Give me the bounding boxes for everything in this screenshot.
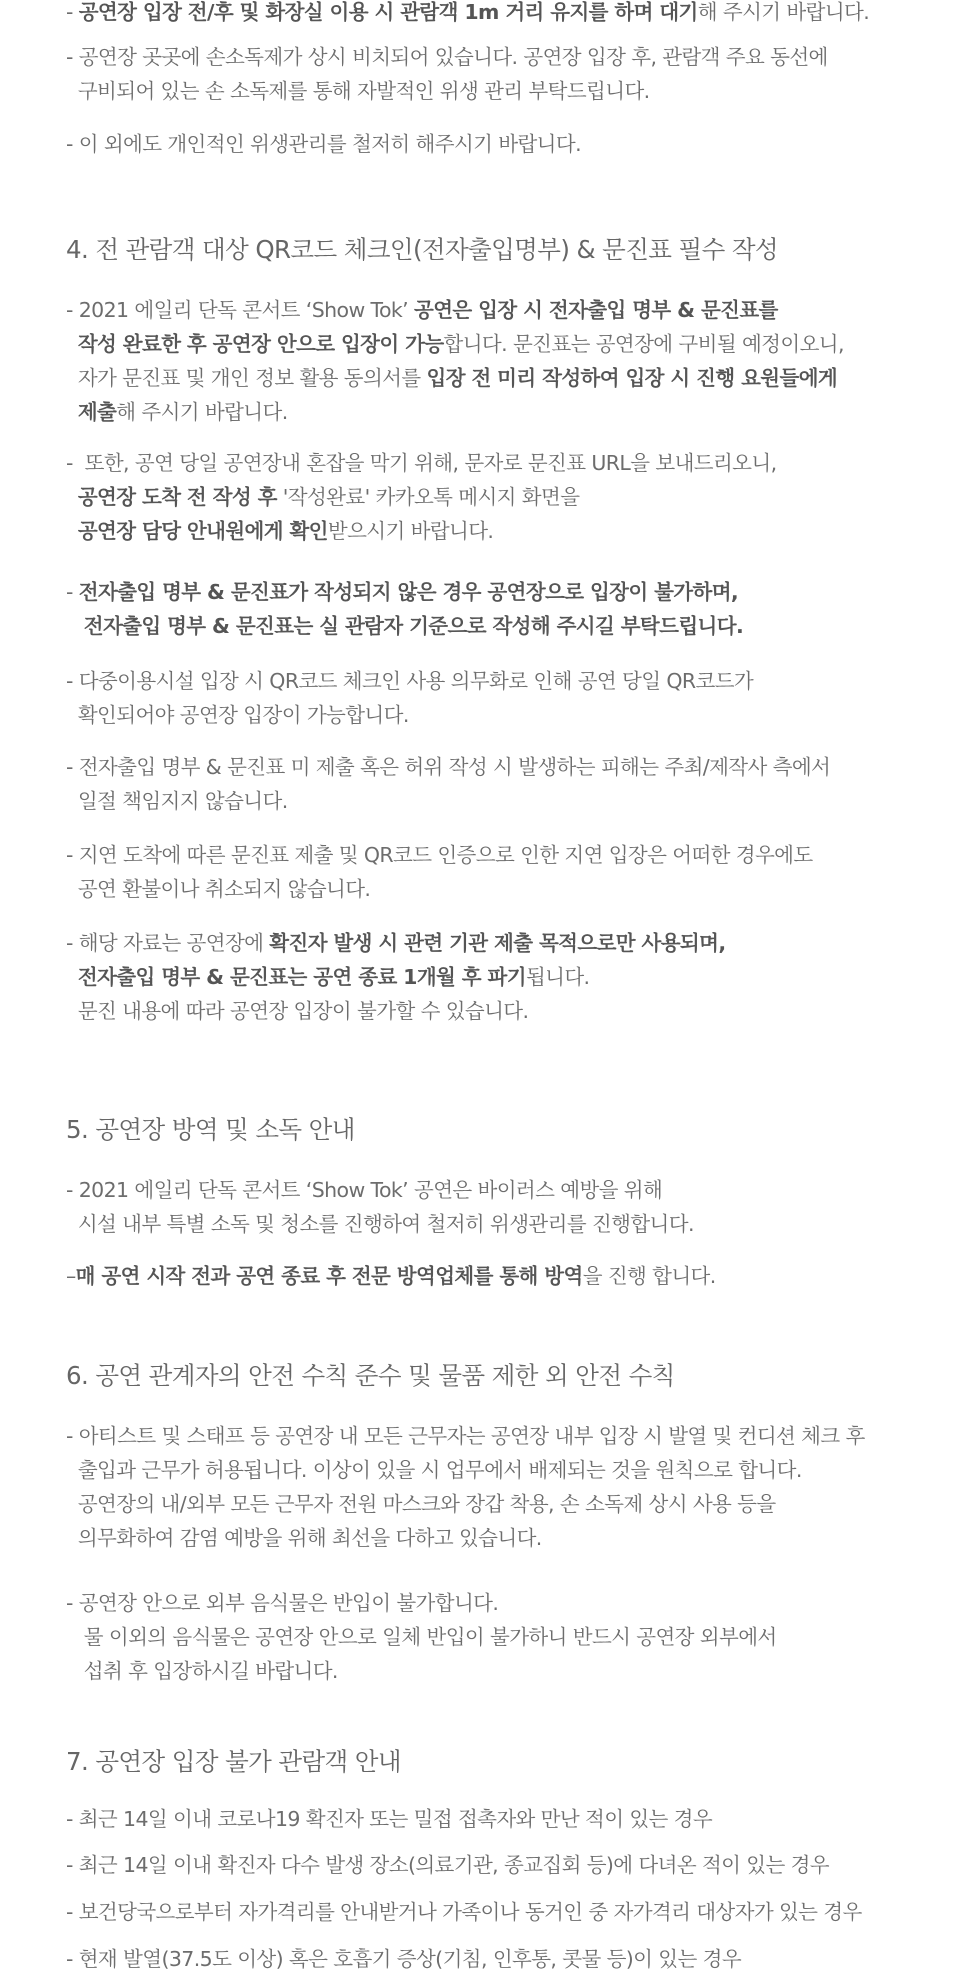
text-line	[66, 1942, 926, 1976]
text-segment: 공연장의 내/외부 모든 근무자 전원 마스크와 장갑 착용, 손 소독제 상시 사용 등을	[66, 1492, 776, 1516]
bold-text: 전자출입 명부 & 문진표가 작성되지 않은 경우 공연장으로 입장이 불가하며,	[78, 580, 739, 604]
bold-text: 입장 전 미리 작성하여 입장 시 진행 요원들에게	[426, 366, 838, 390]
text-segment: - 최근 14일 이내 코로나19 확진자 또는 밀접 접촉자와 만난 적이 있는 경우	[66, 1807, 713, 1831]
text-segment: - 다중이용시설 입장 시 QR코드 체크인 사용 의무화로 인해 공연 당일 QR코드가	[66, 669, 754, 693]
text-line	[66, 609, 926, 643]
text-segment: 시설 내부 특별 소독 및 청소를 진행하여 철저히 위생관리를 진행합니다.	[66, 1212, 694, 1236]
text-line	[66, 750, 926, 784]
text-segment	[66, 614, 84, 638]
section-6-item-2	[66, 1586, 926, 1688]
text-segment: 됩니다.	[525, 965, 590, 989]
text-line	[66, 74, 926, 108]
intro-item-1	[66, 0, 926, 29]
text-line	[66, 784, 926, 818]
section-4-item-5	[66, 750, 926, 818]
section-5-item-2	[66, 1259, 926, 1293]
text-segment: 합니다. 문진표는 공연장에 구비될 예정이오니,	[443, 332, 844, 356]
text-line	[66, 1586, 926, 1620]
bold-text: 제출	[77, 400, 117, 424]
text-line	[66, 1453, 926, 1487]
text-segment: - 보건당국으로부터 자가격리를 안내받거나 가족이나 동거인 중 자가격리 대상자가 있는 경우	[66, 1900, 862, 1924]
text-line	[66, 1419, 926, 1453]
text-segment: 해 주시기 바랍니다.	[697, 0, 870, 24]
text-line	[66, 698, 926, 732]
text-line	[66, 40, 926, 74]
text-segment: 자가 문진표 및 개인 정보 활용 동의서를	[66, 366, 427, 390]
text-line	[66, 127, 926, 161]
text-segment: 받으시기 바랍니다.	[327, 519, 494, 543]
text-line	[66, 1654, 926, 1688]
text-segment: - 2021 에일리 단독 콘서트 ‘Show Tok’	[66, 298, 415, 322]
text-line	[66, 1848, 926, 1882]
text-line	[66, 926, 926, 960]
bold-text: 전자출입 명부 & 문진표는 실 관람자 기준으로 작성해 주시길 부탁드립니다.	[83, 614, 744, 638]
text-segment: 의무화하여 감염 예방을 위해 최선을 다하고 있습니다.	[66, 1526, 542, 1550]
text-segment: -	[66, 0, 79, 24]
text-line	[66, 480, 926, 514]
text-segment	[66, 400, 78, 424]
text-segment: 섭취 후 입장하시길 바랍니다.	[66, 1659, 338, 1683]
text-line	[66, 514, 926, 548]
section-4-item-1	[66, 293, 926, 429]
text-segment: - 아티스트 및 스태프 등 공연장 내 모든 근무자는 공연장 내부 입장 시 발열 및 컨디션 체크 후	[66, 1424, 865, 1448]
text-line	[66, 960, 926, 994]
text-segment: –	[66, 1264, 76, 1288]
text-segment: 해 주시기 바랍니다.	[116, 400, 288, 424]
text-line	[66, 994, 926, 1028]
text-line	[66, 575, 926, 609]
section-4-item-6	[66, 838, 926, 906]
text-line	[66, 446, 926, 480]
section-7-item-1	[66, 1802, 926, 1836]
section-4-item-7	[66, 926, 926, 1028]
bold-text: 작성 완료한 후 공연장 안으로 입장이 가능	[77, 332, 444, 356]
section-6-title: 6. 공연 관계자의 안전 수칙 준수 및 물품 제한 외 안전 수칙	[66, 1361, 675, 1390]
text-line	[66, 1487, 926, 1521]
text-segment: - 2021 에일리 단독 콘서트 ‘Show Tok’ 공연은 바이러스 예방을 위해	[66, 1178, 663, 1202]
text-segment	[66, 332, 78, 356]
text-segment: - 또한, 공연 당일 공연장내 혼잡을 막기 위해, 문자로 문진표 URL을 보내드리오니,	[66, 451, 777, 475]
text-segment: - 공연장 곳곳에 손소독제가 상시 비치되어 있습니다. 공연장 입장 후, 관람객 주요 동선에	[66, 45, 828, 69]
bold-text: 공연장 도착 전 작성 후	[77, 485, 277, 509]
text-segment: 확인되어야 공연장 입장이 가능합니다.	[66, 703, 409, 727]
text-line	[66, 838, 926, 872]
text-segment	[66, 519, 78, 543]
bold-text: 공연장 담당 안내원에게 확인	[77, 519, 328, 543]
text-line	[66, 0, 926, 29]
text-segment: - 이 외에도 개인적인 위생관리를 철저히 해주시기 바랍니다.	[66, 132, 581, 156]
section-5-item-1	[66, 1173, 926, 1241]
text-segment: -	[66, 580, 79, 604]
text-line	[66, 1259, 926, 1293]
intro-item-2	[66, 40, 926, 108]
text-segment	[66, 485, 78, 509]
text-line	[66, 1620, 926, 1654]
intro-item-3	[66, 127, 926, 161]
text-segment: - 해당 자료는 공연장에	[66, 931, 270, 955]
section-7-item-4	[66, 1942, 926, 1976]
text-segment: 일절 책임지지 않습니다.	[66, 789, 288, 813]
section-4-title: 4. 전 관람객 대상 QR코드 체크인(전자출입명부) & 문진표 필수 작성	[66, 235, 779, 264]
section-6-item-1	[66, 1419, 926, 1555]
section-7-title: 7. 공연장 입장 불가 관람객 안내	[66, 1747, 401, 1776]
text-line	[66, 293, 926, 327]
text-line	[66, 872, 926, 906]
text-segment: 구비되어 있는 손 소독제를 통해 자발적인 위생 관리 부탁드립니다.	[66, 79, 650, 103]
text-line	[66, 327, 926, 361]
bold-text: 공연장 입장 전/후 및 화장실 이용 시 관람객 1m 거리 유지를 하며 대기	[78, 0, 698, 24]
text-line	[66, 395, 926, 429]
text-segment: '작성완료' 카카오톡 메시지 화면을	[276, 485, 580, 509]
section-4-item-2	[66, 446, 926, 548]
text-segment: - 현재 발열(37.5도 이상) 혹은 호흡기 증상(기침, 인후통, 콧물 등)이 있는 경우	[66, 1947, 742, 1971]
text-segment: 문진 내용에 따라 공연장 입장이 불가할 수 있습니다.	[66, 999, 529, 1023]
section-4-item-4	[66, 664, 926, 732]
text-segment: 공연 환불이나 취소되지 않습니다.	[66, 877, 371, 901]
text-segment: - 지연 도착에 따른 문진표 제출 및 QR코드 인증으로 인한 지연 입장은 어떠한 경우에도	[66, 843, 813, 867]
bold-text: 매 공연 시작 전과 공연 종료 후 전문 방역업체를 통해 방역	[75, 1264, 583, 1288]
text-segment	[66, 965, 78, 989]
text-segment: - 전자출입 명부 & 문진표 미 제출 혹은 허위 작성 시 발생하는 피해는 주최/제작사 측에서	[66, 755, 831, 779]
section-5-title: 5. 공연장 방역 및 소독 안내	[66, 1115, 355, 1144]
text-segment: 을 진행 합니다.	[582, 1264, 716, 1288]
bold-text: 공연은 입장 시 전자출입 명부 & 문진표를	[414, 298, 778, 322]
text-segment: - 최근 14일 이내 확진자 다수 발생 장소(의료기관, 종교집회 등)에 다녀온 적이 있는 경우	[66, 1853, 830, 1877]
bold-text: 확진자 발생 시 관련 기관 제출 목적으로만 사용되며,	[269, 931, 726, 955]
text-line	[66, 1895, 926, 1929]
text-line	[66, 1207, 926, 1241]
bold-text: 전자출입 명부 & 문진표는 공연 종료 1개월 후 파기	[77, 965, 526, 989]
text-line	[66, 1521, 926, 1555]
text-segment: - 공연장 안으로 외부 음식물은 반입이 불가합니다.	[66, 1591, 499, 1615]
section-7-item-3	[66, 1895, 926, 1929]
section-7-item-2	[66, 1848, 926, 1882]
text-line	[66, 664, 926, 698]
section-4-item-3	[66, 575, 926, 643]
text-segment: 물 이외의 음식물은 공연장 안으로 일체 반입이 불가하니 반드시 공연장 외부에서	[66, 1625, 777, 1649]
text-line	[66, 361, 926, 395]
text-line	[66, 1802, 926, 1836]
text-line	[66, 1173, 926, 1207]
text-segment: 출입과 근무가 허용됩니다. 이상이 있을 시 업무에서 배제되는 것을 원칙으로 합니다.	[66, 1458, 802, 1482]
